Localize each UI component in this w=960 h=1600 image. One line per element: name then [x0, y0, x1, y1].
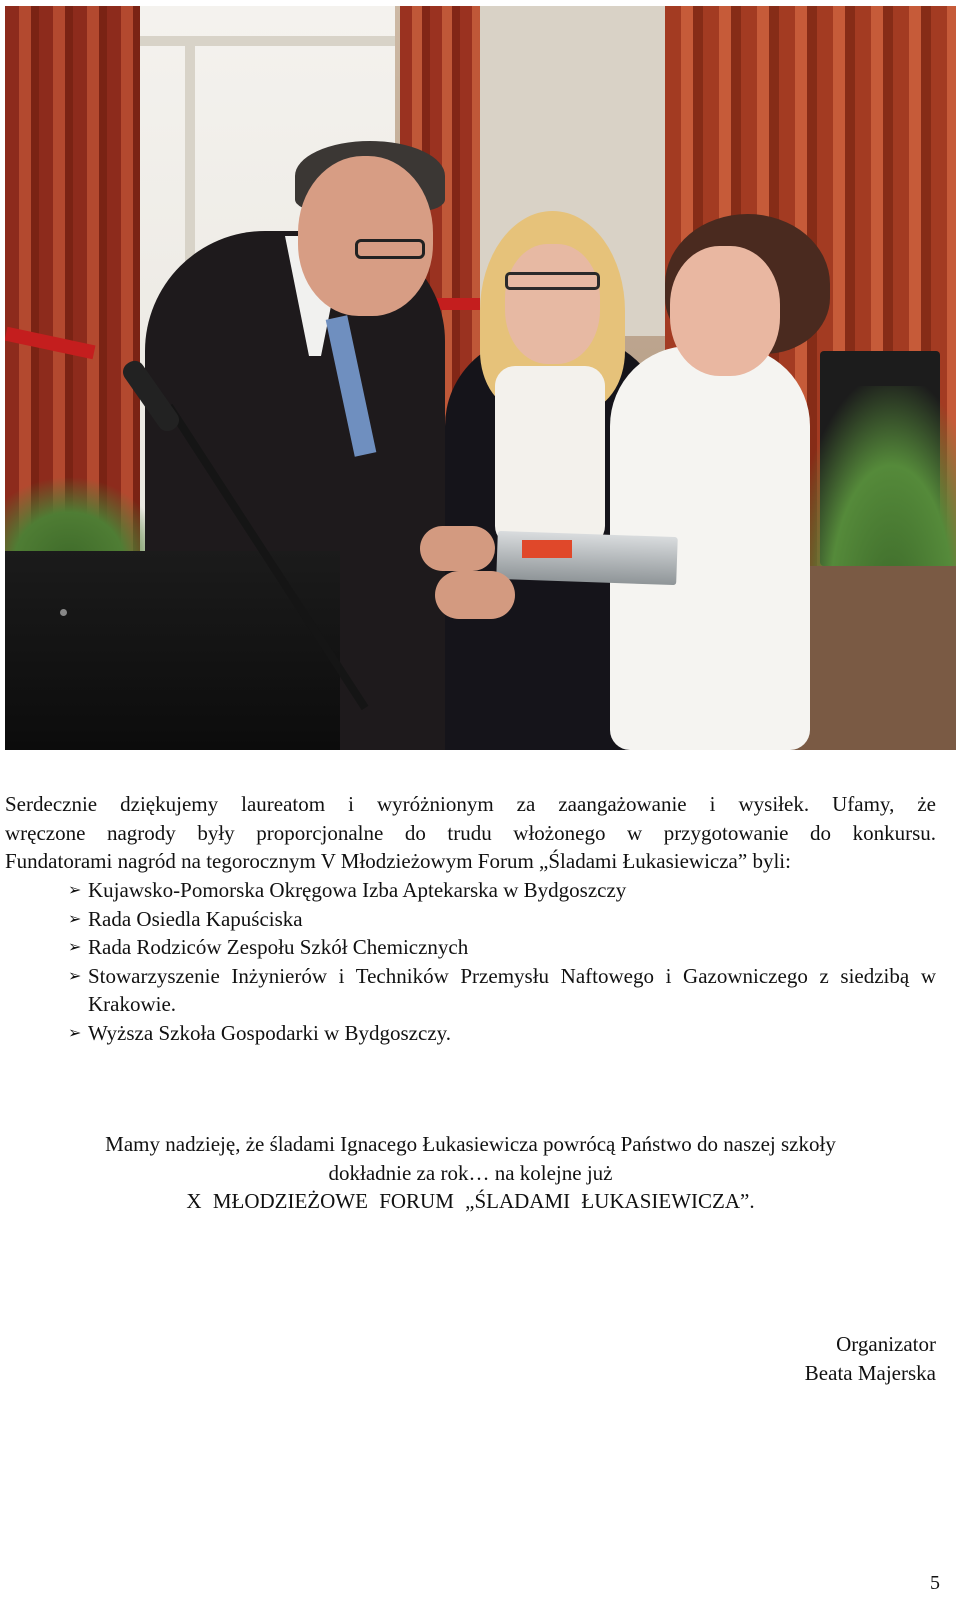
intro-line-2: wręczone nagrody były proporcjonalne do trudu włożonego w przygotowanie do konkursu.: [5, 820, 936, 845]
signature-name: Beata Majerska: [804, 1360, 936, 1385]
signature-block: [805, 1330, 936, 1387]
closing-line-3: X MŁODZIEŻOWE FORUM „ŚLADAMI ŁUKASIEWICZA”.: [186, 1189, 755, 1213]
closing-line-1: Mamy nadzieję, że śladami Ignacego Łukasiewicza powrócą Państwo do naszej szkoły: [105, 1132, 836, 1156]
list-item: ➢ Rada Rodziców Zespołu Szkół Chemicznych: [68, 933, 936, 962]
intro-line-1: Serdecznie dziękujemy laureatom i wyróżnionym za zaangażowanie i wysiłek. Ufamy, że: [5, 792, 936, 816]
arrowhead-bullet-icon: ➢: [68, 965, 82, 985]
intro-line-3: Fundatorami nagród na tegorocznym V Młodzieżowym Forum „Śladami Łukasiewicza” byli:: [5, 849, 791, 873]
arrowhead-bullet-icon: ➢: [68, 1022, 82, 1042]
closing-line-2: dokładnie za rok… na kolejne już: [328, 1160, 613, 1185]
arrowhead-bullet-icon: ➢: [68, 880, 82, 899]
award-ceremony-photo: [5, 6, 956, 750]
arrowhead-bullet-icon: ➢: [68, 908, 82, 928]
intro-paragraph: [5, 790, 936, 876]
sponsors-list: [68, 876, 936, 1047]
signature-role: Organizator: [836, 1332, 936, 1356]
list-item: ➢ Stowarzyszenie Inżynierów i Techników Przemysłu Naftowego i Gazowniczego z siedzibą w Krakowie.: [68, 963, 936, 1016]
closing-message: [5, 1130, 936, 1216]
list-item: ➢ Wyższa Szkoła Gospodarki w Bydgoszczy.: [68, 1019, 936, 1048]
list-item: ➢ Kujawsko-Pomorska Okręgowa Izba Aptekarska w Bydgoszczy: [68, 876, 936, 905]
arrowhead-bullet-icon: ➢: [68, 937, 82, 956]
list-item: ➢ Rada Osiedla Kapuściska: [68, 905, 936, 934]
page-number: 5: [930, 1572, 940, 1594]
